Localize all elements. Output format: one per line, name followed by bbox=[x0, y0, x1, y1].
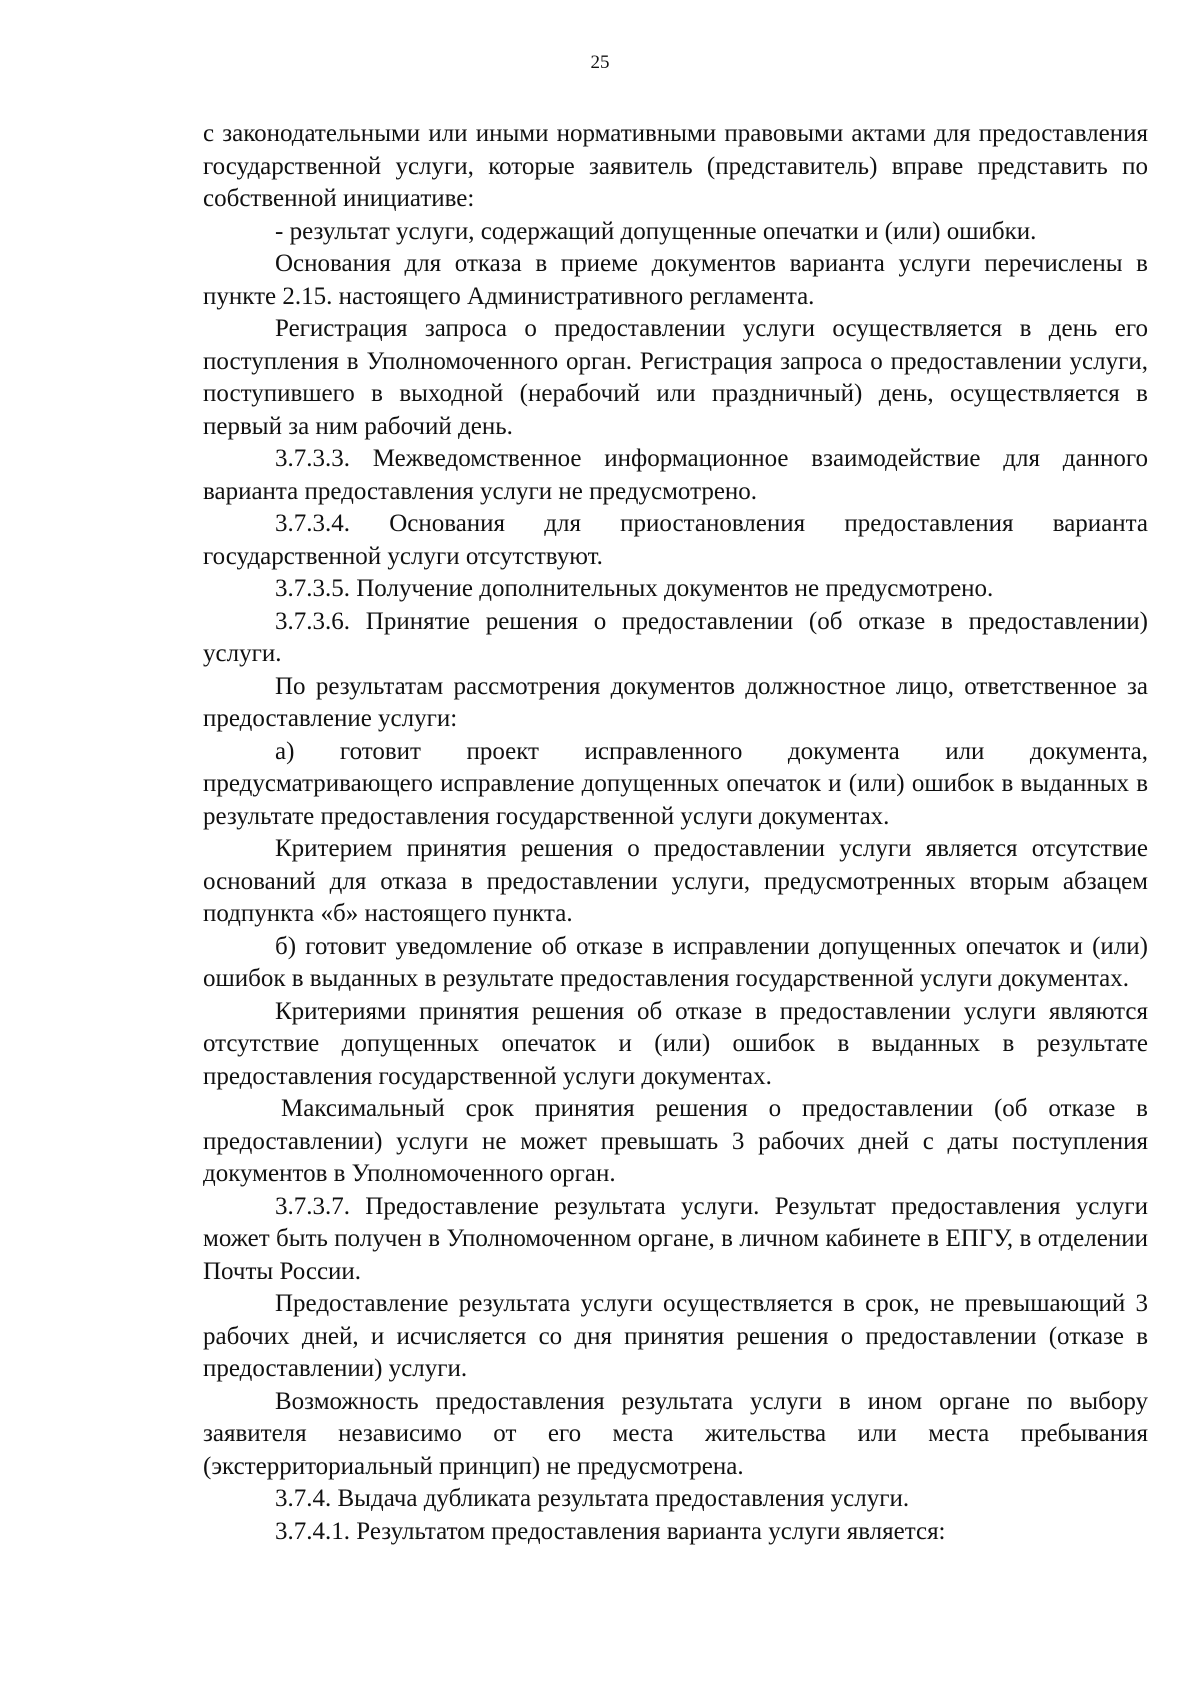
paragraph: Основания для отказа в приеме документов варианта услуги перечислены в пункте 2.15. настоящего Административного регламента. bbox=[203, 250, 1148, 310]
paragraph-item-a: а) готовит проект исправленного документа или документа, предусматривающего исправление допущенных опечаток и (или) ошибок в выданных в результате предоставления государственной услуги документах. bbox=[203, 737, 1148, 830]
document-body bbox=[203, 118, 1148, 1548]
paragraph: Возможность предоставления результата услуги в ином органе по выбору заявителя независимо от его места жительства или места пребывания (экстерриториальный принцип) не предусмотрена. bbox=[203, 1387, 1148, 1480]
paragraph-section-3-7-3-3: 3.7.3.3. Межведомственное информационное взаимодействие для данного варианта предоставления услуги не предусмотрено. bbox=[203, 445, 1148, 505]
paragraph-section-3-7-4: 3.7.4. Выдача дубликата результата предоставления услуги. bbox=[275, 1485, 910, 1512]
paragraph-list-item: - результат услуги, содержащий допущенные опечатки и (или) ошибки. bbox=[275, 217, 1037, 245]
paragraph: По результатам рассмотрения документов должностное лицо, ответственное за предоставление услуги: bbox=[203, 672, 1148, 732]
paragraph: Регистрация запроса о предоставлении услуги осуществляется в день его поступления в Уполномоченного орган. Регистрация запроса о предоставлении услуги, поступившего в выходной (нерабочий или праздничный) день, осуществляется в первый за ним рабочий день. bbox=[203, 315, 1148, 440]
paragraph-continuation: с законодательными или иными нормативными правовыми актами для предоставления государственной услуги, которые заявитель (представитель) вправе представить по собственной инициативе: bbox=[203, 120, 1148, 212]
paragraph-section-3-7-3-7: 3.7.3.7. Предоставление результата услуги. Результат предоставления услуги может быть получен в Уполномоченном органе, в личном кабинете в ЕПГУ, в отделении Почты России. bbox=[203, 1192, 1148, 1285]
paragraph-section-3-7-3-4: 3.7.3.4. Основания для приостановления предоставления варианта государственной услуги отсутствуют. bbox=[203, 510, 1148, 570]
paragraph-section-3-7-3-6: 3.7.3.6. Принятие решения о предоставлении (об отказе в предоставлении) услуги. bbox=[203, 607, 1148, 667]
paragraph-section-3-7-3-5: 3.7.3.5. Получение дополнительных документов не предусмотрено. bbox=[275, 575, 994, 602]
paragraph: Критериями принятия решения об отказе в предоставлении услуги являются отсутствие допущенных опечаток и (или) ошибок в выданных в результате предоставления государственной услуги документах. bbox=[203, 997, 1148, 1090]
paragraph: Критерием принятия решения о предоставлении услуги является отсутствие оснований для отказа в предоставлении услуги, предусмотренных вторым абзацем подпункта «б» настоящего пункта. bbox=[203, 835, 1148, 927]
paragraph-item-b: б) готовит уведомление об отказе в исправлении допущенных опечаток и (или) ошибок в выданных в результате предоставления государственной услуги документах. bbox=[203, 932, 1148, 992]
paragraph: Максимальный срок принятия решения о предоставлении (об отказе в предоставлении) услуги не может превышать 3 рабочих дней с даты поступления документов в Уполномоченного орган. bbox=[203, 1095, 1148, 1187]
paragraph: Предоставление результата услуги осуществляется в срок, не превышающий 3 рабочих дней, и исчисляется со дня принятия решения о предоставлении (отказе в предоставлении) услуги. bbox=[203, 1290, 1148, 1382]
page-number: 25 bbox=[590, 52, 610, 73]
paragraph-section-3-7-4-1: 3.7.4.1. Результатом предоставления варианта услуги является: bbox=[275, 1517, 946, 1545]
